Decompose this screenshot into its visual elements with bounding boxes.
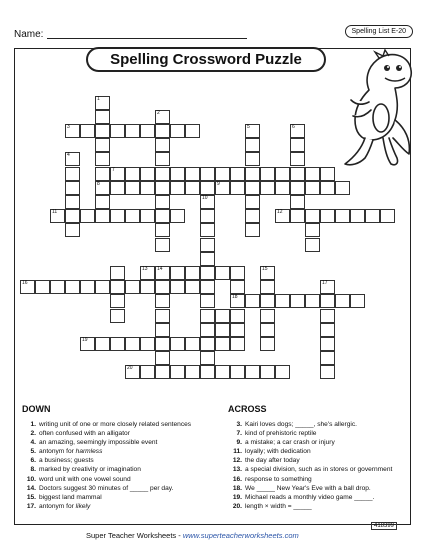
crossword-cell[interactable] [155, 365, 170, 379]
crossword-cell[interactable] [125, 209, 140, 223]
clue-number-label: 18 [232, 294, 238, 301]
crossword-cell[interactable] [155, 223, 170, 237]
crossword-cell[interactable] [110, 337, 125, 351]
crossword-cell[interactable] [95, 181, 110, 195]
crossword-cell[interactable] [65, 209, 80, 223]
down-clue [22, 429, 191, 438]
crossword-cell[interactable] [320, 351, 335, 365]
clue-number: 17. [26, 502, 36, 510]
crossword-cell[interactable] [230, 280, 245, 294]
across-clue [228, 447, 392, 456]
crossword-cell[interactable] [245, 209, 260, 223]
clue-number: 5. [30, 448, 36, 456]
clue-number-label: 8 [97, 180, 100, 187]
crossword-cell[interactable] [230, 337, 245, 351]
crossword-cell[interactable] [230, 181, 245, 195]
crossword-cell[interactable] [200, 167, 215, 181]
crossword-cell[interactable] [290, 167, 305, 181]
crossword-cell[interactable] [155, 337, 170, 351]
footer-brand: Super Teacher Worksheets - [86, 531, 183, 540]
clue-number-label: 10 [202, 194, 208, 201]
crossword-cell[interactable] [155, 195, 170, 209]
crossword-cell[interactable] [95, 337, 110, 351]
crossword-cell[interactable] [65, 167, 80, 181]
clue-text: loyally; with dedication [245, 448, 311, 456]
crossword-cell[interactable] [290, 138, 305, 152]
crossword-cell[interactable] [230, 266, 245, 280]
worksheet-code: 418399 [371, 522, 397, 530]
crossword-cell[interactable] [170, 337, 185, 351]
crossword-cell[interactable] [125, 365, 140, 379]
crossword-cell[interactable] [185, 167, 200, 181]
across-clue-list [228, 420, 392, 511]
crossword-cell[interactable] [260, 365, 275, 379]
crossword-cell[interactable] [170, 181, 185, 195]
crossword-cell[interactable] [110, 280, 125, 294]
crossword-cell[interactable] [350, 209, 365, 223]
crossword-cell[interactable] [215, 337, 230, 351]
crossword-cell[interactable] [305, 238, 320, 252]
crossword-cell[interactable] [185, 181, 200, 195]
crossword-cell[interactable] [305, 294, 320, 308]
crossword-cell[interactable] [200, 181, 215, 195]
crossword-cell[interactable] [110, 209, 125, 223]
clue-number-label: 11 [52, 209, 58, 216]
crossword-cell[interactable] [200, 238, 215, 252]
crossword-cell[interactable] [170, 365, 185, 379]
crossword-cell[interactable] [260, 266, 275, 280]
crossword-cell[interactable] [365, 209, 380, 223]
crossword-cell[interactable] [275, 181, 290, 195]
crossword-cell[interactable] [80, 209, 95, 223]
crossword-cell[interactable] [185, 280, 200, 294]
footer [86, 531, 299, 540]
down-heading: DOWN [22, 404, 51, 414]
crossword-cell[interactable] [185, 337, 200, 351]
crossword-cell[interactable] [95, 110, 110, 124]
crossword-cell[interactable] [155, 167, 170, 181]
clue-number: 8. [30, 466, 36, 474]
footer-url[interactable]: www.superteacherworksheets.com [182, 531, 299, 540]
crossword-cell[interactable] [95, 209, 110, 223]
crossword-cell[interactable] [215, 181, 230, 195]
crossword-cell[interactable] [125, 280, 140, 294]
crossword-cell[interactable] [110, 167, 125, 181]
down-clue-list [22, 420, 191, 511]
crossword-cell[interactable] [200, 309, 215, 323]
crossword-cell[interactable] [200, 280, 215, 294]
clue-number: 1. [30, 421, 36, 428]
crossword-cell[interactable] [125, 337, 140, 351]
crossword-cell[interactable] [200, 351, 215, 365]
across-clue [228, 420, 392, 429]
crossword-cell[interactable] [140, 124, 155, 138]
crossword-cell[interactable] [320, 365, 335, 379]
crossword-cell[interactable] [275, 294, 290, 308]
dinosaur-illustration [325, 46, 415, 174]
across-clue [228, 438, 392, 447]
clue-number: 15. [26, 493, 36, 501]
crossword-cell[interactable] [80, 280, 95, 294]
crossword-cell[interactable] [155, 266, 170, 280]
down-clue [22, 465, 191, 474]
crossword-cell[interactable] [200, 266, 215, 280]
crossword-cell[interactable] [95, 167, 110, 181]
clue-text: writing unit of one or more closely related sentences [39, 421, 192, 428]
clue-number-label: 9 [217, 180, 220, 187]
crossword-cell[interactable] [155, 309, 170, 323]
crossword-cell[interactable] [335, 181, 350, 195]
crossword-cell[interactable] [320, 209, 335, 223]
down-clue [22, 438, 191, 447]
crossword-cell[interactable] [260, 337, 275, 351]
crossword-cell[interactable] [65, 181, 80, 195]
crossword-cell[interactable] [305, 167, 320, 181]
down-clue [22, 456, 191, 465]
clue-text: word unit with one vowel sound [39, 475, 131, 483]
across-clue [228, 456, 392, 465]
crossword-cell[interactable] [95, 280, 110, 294]
crossword-cell[interactable] [125, 124, 140, 138]
crossword-cell[interactable] [230, 167, 245, 181]
clue-text: Doctors suggest 30 minutes of _____ per day. [39, 484, 174, 492]
crossword-cell[interactable] [245, 181, 260, 195]
clue-number: 16. [232, 475, 242, 483]
down-clue [22, 447, 191, 456]
crossword-cell[interactable] [290, 195, 305, 209]
crossword-cell[interactable] [275, 365, 290, 379]
across-clue [228, 465, 392, 474]
crossword-cell[interactable] [170, 266, 185, 280]
crossword-cell[interactable] [305, 209, 320, 223]
across-clue [228, 493, 392, 502]
crossword-cell[interactable] [110, 124, 125, 138]
crossword-cell[interactable] [95, 96, 110, 110]
crossword-cell[interactable] [200, 337, 215, 351]
crossword-cell[interactable] [140, 365, 155, 379]
clue-number-label: 3 [67, 123, 70, 130]
crossword-cell[interactable] [215, 167, 230, 181]
clue-text: Kairi loves dogs; _____, she's allergic. [245, 421, 357, 428]
clue-number: 4. [30, 439, 36, 447]
crossword-cell[interactable] [95, 195, 110, 209]
crossword-cell[interactable] [320, 181, 335, 195]
crossword-cell[interactable] [200, 252, 215, 266]
crossword-cell[interactable] [320, 337, 335, 351]
crossword-cell[interactable] [155, 181, 170, 195]
crossword-cell[interactable] [110, 294, 125, 308]
crossword-cell[interactable] [125, 167, 140, 181]
crossword-cell[interactable] [260, 323, 275, 337]
crossword-cell[interactable] [110, 266, 125, 280]
crossword-cell[interactable] [65, 280, 80, 294]
crossword-cell[interactable] [200, 294, 215, 308]
clue-number: 3. [236, 421, 242, 428]
crossword-cell[interactable] [380, 209, 395, 223]
clue-text: kind of prehistoric reptile [245, 430, 317, 438]
crossword-cell[interactable] [260, 280, 275, 294]
crossword-cell[interactable] [35, 280, 50, 294]
list-badge: Spelling List E-20 [345, 25, 413, 38]
crossword-cell[interactable] [185, 124, 200, 138]
clue-number: 19. [232, 493, 242, 501]
clue-text: biggest land mammal [39, 493, 102, 501]
crossword-cell[interactable] [170, 124, 185, 138]
clue-number: 10. [26, 475, 36, 483]
crossword-cell[interactable] [245, 138, 260, 152]
crossword-cell[interactable] [20, 280, 35, 294]
clue-number-label: 20 [127, 365, 133, 372]
clue-text: We _____ New Year's Eve with a ball drop. [245, 484, 371, 492]
clue-text: a business; guests [39, 457, 94, 465]
crossword-cell[interactable] [140, 266, 155, 280]
crossword-cell[interactable] [140, 209, 155, 223]
clue-number-label: 7 [112, 166, 115, 173]
clue-number: 2. [30, 430, 36, 438]
crossword-cell[interactable] [320, 323, 335, 337]
clue-number: 11. [233, 448, 242, 456]
crossword-cell[interactable] [305, 181, 320, 195]
crossword-cell[interactable] [140, 337, 155, 351]
crossword-cell[interactable] [350, 294, 365, 308]
clue-text: marked by creativity or imagination [39, 466, 141, 474]
crossword-cell[interactable] [185, 365, 200, 379]
clue-text: the day after today [245, 457, 300, 465]
clue-number-label: 19 [82, 336, 88, 343]
crossword-cell[interactable] [230, 294, 245, 308]
across-clue [228, 484, 392, 493]
clue-text: length × width = _____ [245, 502, 312, 510]
crossword-cell[interactable] [50, 280, 65, 294]
clue-text: antonym for likely [39, 502, 91, 510]
clue-number-label: 17 [322, 280, 328, 287]
crossword-cell[interactable] [245, 365, 260, 379]
clue-text: a special division, such as in stores or government [245, 466, 393, 474]
clue-text: an amazing, seemingly impossible event [39, 439, 158, 447]
crossword-cell[interactable] [155, 280, 170, 294]
crossword-cell[interactable] [170, 167, 185, 181]
clue-number-label: 5 [247, 123, 250, 130]
crossword-cell[interactable] [245, 294, 260, 308]
crossword-cell[interactable] [215, 323, 230, 337]
clue-number-label: 14 [157, 265, 163, 272]
across-clue [228, 502, 392, 511]
crossword-cell[interactable] [260, 181, 275, 195]
across-heading: ACROSS [228, 404, 267, 414]
crossword-cell[interactable] [290, 152, 305, 166]
crossword-cell[interactable] [260, 309, 275, 323]
crossword-cell[interactable] [95, 138, 110, 152]
clue-number-label: 2 [157, 109, 160, 116]
clue-number: 18. [232, 484, 242, 492]
clue-number-label: 6 [292, 123, 295, 130]
clue-number: 9. [236, 439, 242, 447]
crossword-cell[interactable] [65, 195, 80, 209]
clue-number: 12. [232, 457, 242, 465]
crossword-cell[interactable] [200, 223, 215, 237]
crossword-cell[interactable] [155, 152, 170, 166]
crossword-cell[interactable] [245, 124, 260, 138]
clue-number-label: 4 [67, 152, 70, 159]
crossword-cell[interactable] [185, 266, 200, 280]
crossword-cell[interactable] [290, 124, 305, 138]
clue-number-label: 13 [142, 265, 148, 272]
crossword-cell[interactable] [275, 167, 290, 181]
crossword-cell[interactable] [155, 351, 170, 365]
crossword-cell[interactable] [200, 323, 215, 337]
crossword-cell[interactable] [155, 124, 170, 138]
crossword-cell[interactable] [320, 294, 335, 308]
crossword-cell[interactable] [50, 209, 65, 223]
crossword-cell[interactable] [335, 209, 350, 223]
clue-number: 20. [232, 502, 242, 510]
crossword-cell[interactable] [260, 167, 275, 181]
crossword-cell[interactable] [80, 337, 95, 351]
clue-number: 6. [30, 457, 36, 465]
crossword-cell[interactable] [170, 209, 185, 223]
name-label: Name: [14, 29, 44, 40]
crossword-cell[interactable] [65, 152, 80, 166]
crossword-cell[interactable] [155, 138, 170, 152]
across-clue [228, 475, 392, 484]
crossword-cell[interactable] [290, 209, 305, 223]
crossword-cell[interactable] [140, 280, 155, 294]
crossword-cell[interactable] [320, 309, 335, 323]
crossword-cell[interactable] [155, 209, 170, 223]
crossword-cell[interactable] [320, 280, 335, 294]
crossword-cell[interactable] [65, 124, 80, 138]
crossword-cell[interactable] [245, 195, 260, 209]
clue-text: response to something [245, 475, 312, 483]
crossword-cell[interactable] [245, 167, 260, 181]
crossword-cell[interactable] [95, 124, 110, 138]
crossword-cell[interactable] [200, 195, 215, 209]
crossword-cell[interactable] [110, 309, 125, 323]
down-clue [22, 493, 191, 502]
down-clue [22, 475, 191, 484]
clue-number-label: 12 [277, 209, 283, 216]
across-clue [228, 429, 392, 438]
crossword-cell[interactable] [155, 294, 170, 308]
clue-number: 7. [236, 430, 242, 438]
clue-number: 13. [232, 466, 242, 474]
crossword-cell[interactable] [215, 309, 230, 323]
down-clue [22, 484, 191, 493]
clue-number-label: 15 [262, 265, 268, 272]
crossword-cell[interactable] [170, 280, 185, 294]
crossword-cell[interactable] [110, 181, 125, 195]
crossword-cell[interactable] [290, 181, 305, 195]
crossword-cell[interactable] [230, 365, 245, 379]
crossword-cell[interactable] [275, 209, 290, 223]
clue-text: often confused with an alligator [39, 430, 130, 438]
down-clues [22, 404, 191, 511]
crossword-cell[interactable] [80, 124, 95, 138]
clue-text: Michael reads a monthly video game _____. [245, 493, 375, 501]
crossword-cell[interactable] [155, 110, 170, 124]
down-clue [22, 502, 191, 511]
clue-number-label: 1 [97, 95, 100, 102]
crossword-cell[interactable] [245, 223, 260, 237]
crossword-cell[interactable] [230, 309, 245, 323]
crossword-cell[interactable] [335, 294, 350, 308]
crossword-cell[interactable] [65, 223, 80, 237]
crossword-cell[interactable] [140, 167, 155, 181]
crossword-cell[interactable] [245, 152, 260, 166]
crossword-cell[interactable] [125, 181, 140, 195]
crossword-cell[interactable] [290, 294, 305, 308]
clue-text: antonym for harmless [39, 448, 103, 456]
crossword-cell[interactable] [215, 266, 230, 280]
crossword-cell[interactable] [305, 223, 320, 237]
crossword-cell[interactable] [230, 323, 245, 337]
clue-number-label: 16 [22, 280, 28, 287]
crossword-cell[interactable] [155, 323, 170, 337]
page-title: Spelling Crossword Puzzle [86, 47, 326, 72]
across-clues [228, 404, 392, 511]
clue-text: a mistake; a car crash or injury [245, 439, 335, 447]
crossword-cell[interactable] [95, 152, 110, 166]
crossword-cell[interactable] [200, 209, 215, 223]
clue-number: 14. [26, 484, 36, 492]
crossword-cell[interactable] [155, 238, 170, 252]
crossword-cell[interactable] [140, 181, 155, 195]
down-clue [22, 420, 191, 429]
crossword-cell[interactable] [260, 294, 275, 308]
crossword-cell[interactable] [200, 365, 215, 379]
crossword-cell[interactable] [215, 365, 230, 379]
